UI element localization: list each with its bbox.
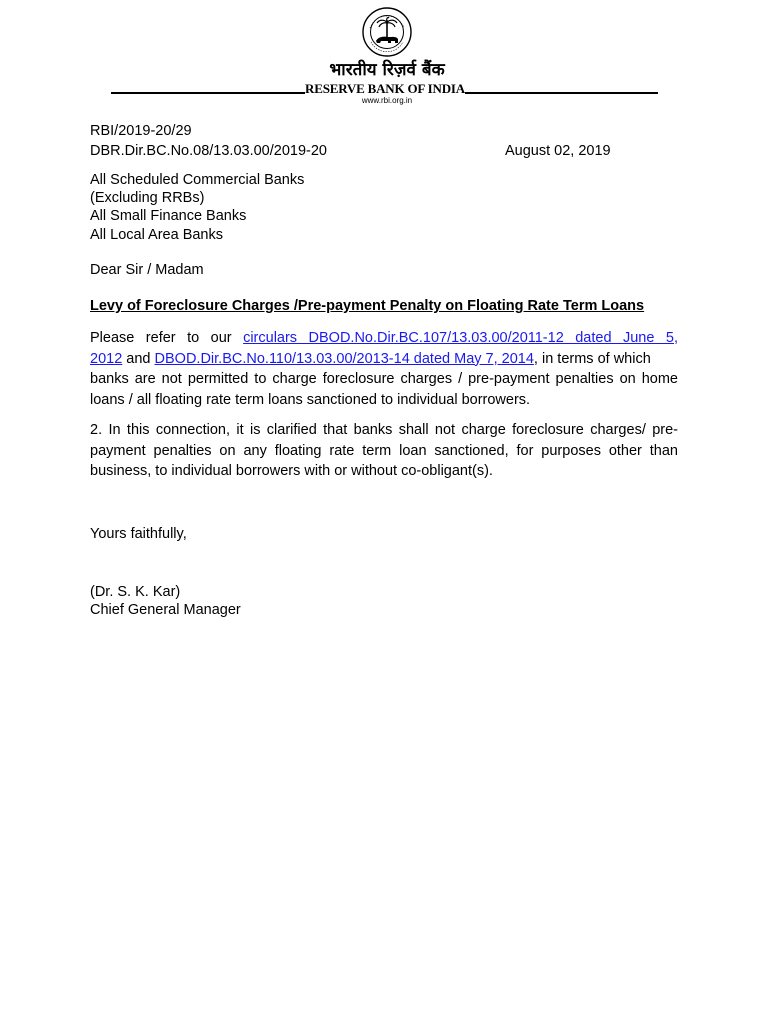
circular-number: DBR.Dir.BC.No.08/13.03.00/2019-20 (90, 143, 327, 159)
addressee-line: All Local Area Banks (90, 227, 223, 243)
signatory-name: (Dr. S. K. Kar) (90, 584, 181, 600)
paragraph-1-line: loans / all floating rate term loans sanctioned to individual borrowers. (90, 391, 531, 408)
paragraph-2-line: 2. In this connection, it is clarified that banks shall not charge foreclosure charges/ pre- (90, 422, 678, 438)
salutation: Dear Sir / Madam (90, 262, 204, 278)
closing: Yours faithfully, (90, 526, 187, 542)
bank-name-hindi: भारतीय रिज़र्व बैंक (329, 60, 445, 80)
connector-text: and (126, 350, 151, 367)
addressee-line: All Small Finance Banks (90, 208, 247, 224)
line-tail-text: , in terms of which (533, 350, 651, 367)
subject-heading: Levy of Foreclosure Charges /Pre-payment Penalty on Floating Rate Term Loans (90, 298, 645, 314)
paragraph-1-line (90, 349, 678, 370)
rbi-emblem-icon (362, 6, 412, 58)
circular-link-2012-continued[interactable]: 2012 (90, 350, 123, 367)
paragraph-2-line: business, to individual borrowers with or without co-obligant(s). (90, 463, 493, 479)
letterhead-rule-right (465, 92, 658, 94)
paragraph-2-line: payment penalties on any floating rate term loan sanctioned, for purposes other than (90, 442, 678, 459)
paragraph-1 (90, 328, 678, 410)
circular-date: August 02, 2019 (505, 143, 611, 159)
intro-text: Please refer to our (90, 330, 232, 346)
bank-name-english: RESERVE BANK OF INDIA (305, 81, 465, 96)
paragraph-2 (90, 420, 678, 482)
circular-link-2014[interactable]: DBOD.Dir.BC.No.110/13.03.00/2013-14 dated May 7, 2014 (154, 350, 534, 367)
paragraph-1-line: banks are not permitted to charge foreclosure charges / pre-payment penalties on home (90, 371, 678, 387)
addressee-line: (Excluding RRBs) (90, 190, 205, 206)
addressee-line: All Scheduled Commercial Banks (90, 172, 305, 188)
circular-link-2012[interactable]: circulars DBOD.No.Dir.BC.107/13.03.00/2011-12 dated June 5, (243, 330, 678, 346)
letterhead-rule-left (111, 92, 305, 94)
paragraph-1-line (90, 328, 678, 349)
signatory-designation: Chief General Manager (90, 602, 241, 618)
rbi-reference-number: RBI/2019-20/29 (90, 123, 192, 139)
bank-website[interactable]: www.rbi.org.in (361, 96, 413, 105)
